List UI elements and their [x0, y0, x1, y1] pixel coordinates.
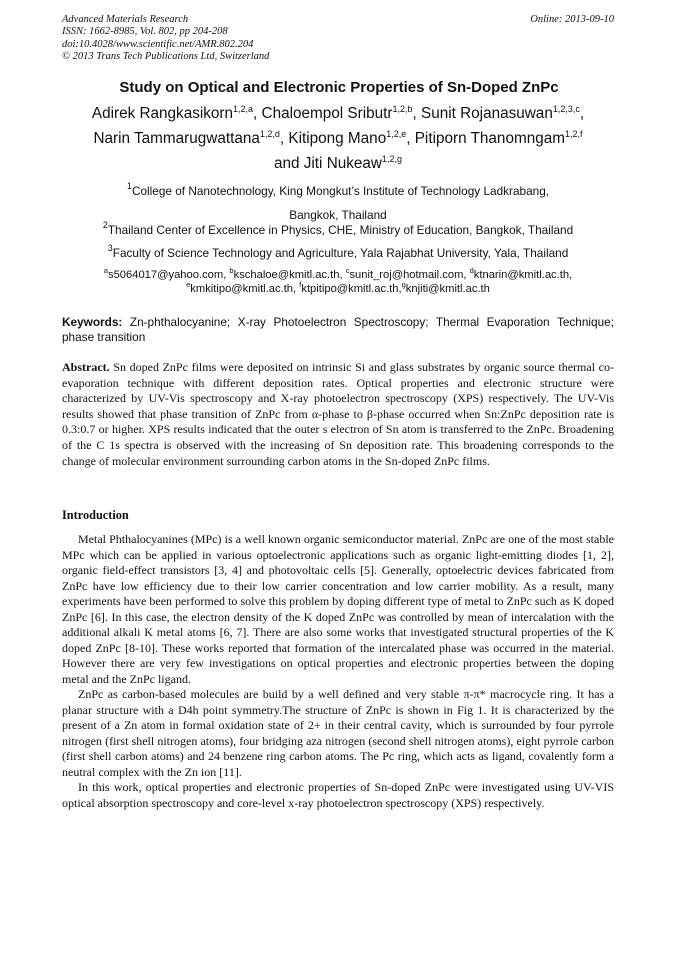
email-superscript: c	[345, 266, 350, 275]
email-separator: ,	[223, 269, 230, 281]
affiliation-text: Faculty of Science Technology and Agriculture, Yala Rajabhat University, Yala, Thailand	[112, 246, 569, 260]
introduction-body	[62, 532, 614, 811]
author-separator: ,	[406, 130, 415, 147]
abstract-label: Abstract.	[62, 360, 110, 374]
email-superscript: a	[103, 266, 108, 275]
paragraph: Metal Phthalocyanines (MPc) is a well known organic semiconductor material. ZnPc are one of the most stable MPc which can be applied in various optoelectronic applications such as organic light-emitting diodes [1, 2], organic field-effect transistors [3, 4] and photovoltaic cells [5]. Generally, optoelectric devices fabricated from ZnPc have low efficiency due to their low carrier concentration and low carrier mobility. As a result, many experiments have been performed to solve this problem by doping different type of metal to ZnPc such as K doped ZnPc [6]. In this case, the electron density of the K doped ZnPc was controlled by mean of intercalation with the additional alkali K metal atoms [6, 7]. There are also some works that investigated structural properties of the K doped ZnPc [8-10]. These works reported that formation of the intercalated phase was occurred in the material. However there are very few investigations on optical properties and electronic properties between the doping metal and the ZnPc ligand.	[62, 532, 614, 686]
author-name: Adirek Rangkasikorn	[91, 105, 234, 122]
keywords	[62, 315, 614, 345]
email-superscript: g	[401, 280, 406, 289]
author-name: Sunit Rojanasuwan	[421, 105, 553, 122]
affiliation-text-cont: Bangkok, Thailand	[289, 208, 387, 222]
author-superscript: 1,2,a	[233, 104, 254, 114]
email-link[interactable]: ktpitipo@kmitl.ac.th,	[301, 283, 402, 295]
author-emails	[62, 268, 614, 296]
email-link[interactable]: kschaloe@kmitl.ac.th	[233, 269, 340, 281]
email-superscript: e	[186, 280, 191, 289]
author-list	[62, 101, 614, 176]
section-heading-introduction: Introduction	[62, 508, 129, 522]
author-name: and Jiti Nukeaw	[273, 155, 382, 172]
email-separator: ,	[339, 269, 346, 281]
journal-issn: ISSN: 1662-8985, Vol. 802, pp 204-208	[62, 26, 228, 38]
author-superscript: 1,2,d	[259, 129, 280, 139]
affiliation-superscript: 1	[126, 181, 132, 191]
affiliation-3	[62, 243, 614, 260]
author-name: Chaloempol Sributr	[261, 105, 393, 122]
abstract	[62, 360, 614, 469]
paper-title: Study on Optical and Electronic Properties of Sn-Doped ZnPc	[119, 79, 559, 96]
keywords-text: Zn-phthalocyanine; X-ray Photoelectron Spectroscopy; Thermal Evaporation Technique; phase transition	[62, 315, 615, 344]
author-superscript: 1,2,g	[381, 154, 402, 164]
email-link[interactable]: kmkitipo@kmitl.ac.th	[190, 283, 294, 295]
email-superscript: f	[299, 280, 302, 289]
online-date: Online: 2013-09-10	[530, 14, 614, 25]
affiliation-superscript: 3	[107, 243, 113, 253]
affiliation-2	[62, 220, 614, 237]
journal-header	[62, 14, 269, 64]
paragraph: ZnPc as carbon-based molecules are build by a well defined and very stable π-π* macrocycle ring. It has a planar structure with a D4h point symmetry.The structure of ZnPc is shown in Fig 1. It is characterized by the present of a Zn atom in formal oxidation state of 2+ in their central cavity, which is surrounded by four pyrrole nitrogen (first shell nitrogen atoms), four bridging aza nitrogen (second shell nitrogen atoms), eight pyrrole carbon (first shell carbon atoms) and 24 benzene ring carbon atoms. The Pc ring, which acts as ligand, covalently form a neutral complex with the Zn ion [11].	[62, 687, 614, 779]
affiliation-1	[62, 179, 614, 227]
email-superscript: d	[469, 266, 474, 275]
author-name: Pitiporn Thanomngam	[414, 130, 565, 147]
author-separator: ,	[279, 130, 289, 147]
journal-doi: doi:10.4028/www.scientific.net/AMR.802.204	[62, 38, 254, 50]
author-superscript: 1,2,3,c	[552, 104, 580, 114]
author-separator: ,	[579, 105, 585, 122]
author-name: Kitipong Mano	[288, 130, 387, 147]
email-superscript: b	[229, 266, 234, 275]
email-link[interactable]: ktnarin@kmitl.ac.th,	[473, 269, 573, 281]
journal-copyright: © 2013 Trans Tech Publications Ltd, Switzerland	[62, 51, 270, 63]
paragraph: In this work, optical properties and electronic properties of Sn-doped ZnPc were investigated using UV-VIS optical absorption spectroscopy and core-level x-ray photoelectron spectroscopy (XPS) respectively.	[62, 780, 614, 810]
author-name: Narin Tammarugwattana	[93, 130, 260, 147]
author-separator: ,	[253, 105, 262, 122]
email-separator: ,	[293, 283, 300, 295]
author-superscript: 1,2,f	[564, 129, 583, 139]
keywords-label: Keywords:	[62, 315, 123, 329]
affiliation-text: Thailand Center of Excellence in Physics, CHE, Ministry of Education, Bangkok, Thailand	[107, 223, 574, 237]
affiliation-superscript: 2	[102, 220, 108, 230]
author-separator: ,	[412, 105, 422, 122]
email-link[interactable]: sunit_roj@hotmail.com	[349, 269, 464, 281]
affiliation-text: College of Nanotechnology, King Mongkut’s Institute of Technology Ladkrabang,	[131, 184, 550, 198]
author-superscript: 1,2,b	[392, 104, 413, 114]
author-superscript: 1,2,e	[386, 129, 407, 139]
abstract-text: Sn doped ZnPc films were deposited on intrinsic Si and glass substrates by organic source thermal co-evaporation technique with different deposition rates. Optical properties and electronic structure were characterized by UV-Vis spectroscopy and X-ray photoelectron spectroscopy (XPS) respectively. The UV-Vis results showed that phase transition of ZnPc from α-phase to β-phase occurred when Sn:ZnPc deposition rate is 0.3:0.7 or higher. XPS results indicated that the outer s electron of Sn atom is transferred to the ZnPc. Broadening of the C 1s spectra is observed with the increasing of Sn deposition rate. This broadening corresponds to the change of molecular environment surrounding carbon atoms in the Sn-doped ZnPc films.	[62, 360, 614, 468]
email-link[interactable]: s5064017@yahoo.com	[107, 269, 224, 281]
email-link[interactable]: knjiti@kmitl.ac.th	[405, 283, 490, 295]
email-separator: ,	[463, 269, 470, 281]
journal-name: Advanced Materials Research	[62, 14, 189, 25]
